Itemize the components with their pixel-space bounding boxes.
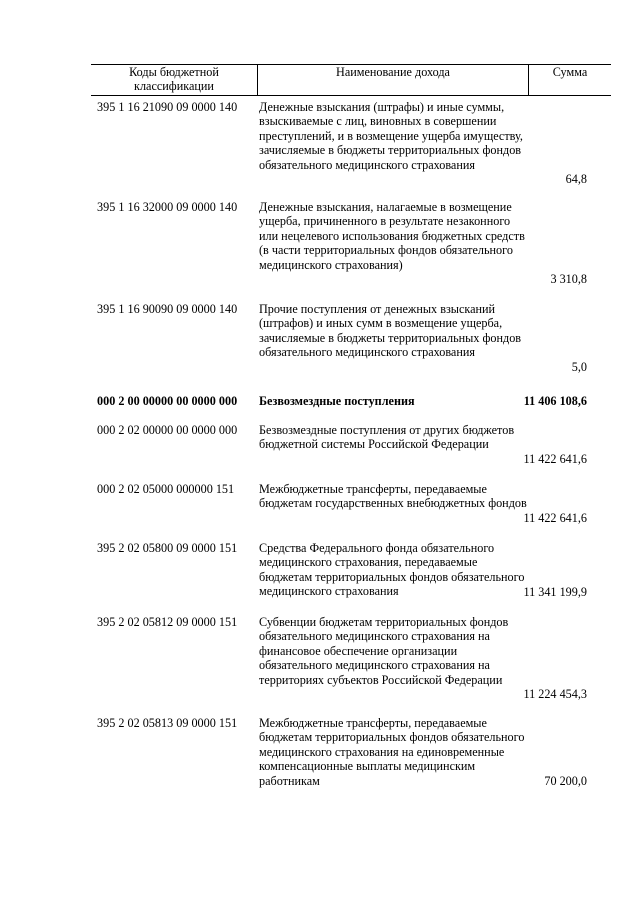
row-sum: 11 406 108,6 <box>523 394 587 408</box>
row-code: 000 2 00 00000 00 0000 000 <box>97 394 238 408</box>
row-sum: 70 200,0 <box>544 774 587 788</box>
row-sum: 11 224 454,3 <box>523 687 587 701</box>
row-code: 395 2 02 05800 09 0000 151 <box>97 541 238 555</box>
row-code: 395 1 16 90090 09 0000 140 <box>97 302 238 316</box>
row-code: 395 1 16 21090 09 0000 140 <box>97 100 238 114</box>
header-income-name: Наименование дохода <box>258 65 529 95</box>
row-sum: 11 422 641,6 <box>523 452 587 466</box>
row-code: 000 2 02 00000 00 0000 000 <box>97 423 238 437</box>
row-name: Безвозмездные поступления от других бюджетов бюджетной системы Российской Федерации <box>259 423 515 452</box>
row-sum: 64,8 <box>565 172 587 186</box>
row-name: Безвозмездные поступления <box>259 394 415 408</box>
row-sum: 5,0 <box>571 360 587 374</box>
header-sum: Сумма <box>552 65 588 79</box>
row-code: 395 1 16 32000 09 0000 140 <box>97 200 238 214</box>
header-codes: Коды бюджетной классификации <box>91 65 258 95</box>
row-code: 000 2 02 05000 000000 151 <box>97 482 235 496</box>
row-sum: 11 422 641,6 <box>523 511 587 525</box>
row-sum: 11 341 199,9 <box>523 585 587 599</box>
row-name: Межбюджетные трансферты, передаваемые бюджетам государственных внебюджетных фондов <box>259 482 527 511</box>
row-name: Средства Федерального фонда обязательного медицинского страхования, передаваемые бюджетам территориальных фондов обязательного медицинского страхования <box>259 541 525 599</box>
row-name: Субвенции бюджетам территориальных фондов обязательного медицинского страхования на финансовое обеспечение организации обязательного медицинского страхования на территориях субъектов Российской Федерации <box>259 615 509 687</box>
row-name: Денежные взыскания (штрафы) и иные суммы, взыскиваемые с лиц, виновных в совершении преступлений, и в возмещение ущерба имуществу, зачисляемые в бюджеты территориальных фондов обязательного медицинского страхования <box>259 100 523 172</box>
row-code: 395 2 02 05812 09 0000 151 <box>97 615 238 629</box>
row-name: Денежные взыскания, налагаемые в возмещение ущерба, причиненного в результате незаконного или нецелевого использования бюджетных средств (в части территориальных фондов обязательного медицинского страхования) <box>259 200 525 272</box>
row-sum: 3 310,8 <box>550 272 587 286</box>
income-table <box>91 64 611 788</box>
row-name: Межбюджетные трансферты, передаваемые бюджетам территориальных фондов обязательного медицинского страхования на единовременные компенсационные выплаты медицинским работникам <box>259 716 525 788</box>
table-header <box>91 64 611 96</box>
row-code: 395 2 02 05813 09 0000 151 <box>97 716 238 730</box>
row-name: Прочие поступления от денежных взысканий (штрафов) и иных сумм в возмещение ущерба, зачисляемые в бюджеты территориальных фондов обязательного медицинского страхования <box>259 302 522 360</box>
